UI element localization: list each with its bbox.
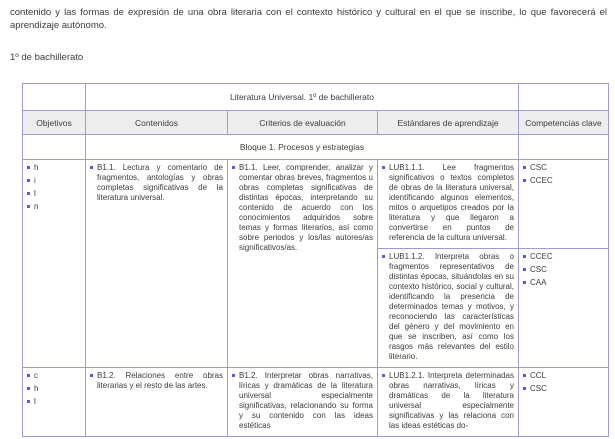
bullet-icon <box>90 166 93 169</box>
bullet-icon <box>90 374 93 377</box>
competencia-label: CSC <box>530 163 547 172</box>
competencia-label: CSC <box>530 265 547 274</box>
competencias-cell <box>519 160 609 249</box>
bullet-icon <box>523 166 526 169</box>
competencia-label: CCEC <box>530 176 553 185</box>
objetivo-letter: l <box>34 189 36 198</box>
list-item <box>232 371 373 431</box>
estandar-text: LUB1.1.1. Lee fragmentos significativos o textos completos de obras de la literatura universal, identificando algunos elementos, mitos o arquetipos creados por la literatura y que llegaron a convertirse en puntos de referencia de la cultura universal. <box>389 163 514 242</box>
bullet-icon <box>27 400 30 403</box>
competencia-label: CAA <box>530 278 547 287</box>
bullet-icon <box>232 166 235 169</box>
list-item <box>27 397 81 407</box>
column-header-competencias: Competencias clave <box>519 111 609 135</box>
bullet-icon <box>382 255 385 258</box>
list-item <box>523 176 604 186</box>
contenidos-cell <box>86 368 228 437</box>
list-item <box>523 252 604 262</box>
competencias-list <box>523 252 604 288</box>
empty-cell <box>23 84 86 111</box>
bullet-icon <box>27 179 30 182</box>
objetivos-list <box>27 163 81 212</box>
criterio-text: B1.1. Leer, comprender, analizar y comentar obras breves, fragmentos u obras completas significativas de distintas épocas, interpretando su contenido de acuerdo con los conocimientos adquiridos sobre temas y formas literarios, así como sobre periodos y los/las autores/as significativos/as. <box>239 163 373 252</box>
objetivo-letter: n <box>34 202 39 211</box>
list-item <box>27 384 81 394</box>
intro-paragraph: contenido y las formas de expresión de una obra literaria con el contexto histórico y cultural en el que se inscribe, lo que favorecerá el aprendizaje autónomo. <box>10 7 607 31</box>
list-item <box>382 163 514 243</box>
list-item <box>382 371 514 431</box>
objetivo-letter: l <box>34 397 36 406</box>
estandar-text: LUB1.2.1. Interpreta determinadas obras narrativas, líricas y dramáticas de la literatura universal especialmente significativas y las relaciona con las ideas estéticas do- <box>389 371 514 430</box>
list-item <box>523 163 604 173</box>
bullet-icon <box>27 205 30 208</box>
bullet-icon <box>523 387 526 390</box>
block-title: Bloque 1. Procesos y estrategias <box>86 135 519 160</box>
list-item <box>27 371 81 381</box>
objetivos-cell <box>23 368 86 437</box>
curriculum-table <box>22 83 609 437</box>
competencias-cell <box>519 249 609 368</box>
list-item <box>90 371 223 391</box>
contenido-text: B1.1. Lectura y comentario de fragmentos, antologías y obras completas significativas de la literatura universal. <box>97 163 223 202</box>
list-item <box>523 265 604 275</box>
objetivos-cell <box>23 160 86 368</box>
bullet-icon <box>382 374 385 377</box>
empty-cell <box>23 135 86 160</box>
list-item <box>523 278 604 288</box>
block-title-row <box>23 135 609 160</box>
empty-cell <box>519 135 609 160</box>
objetivo-letter: i <box>34 176 36 185</box>
competencias-list <box>523 371 604 394</box>
column-header-criterios: Criterios de evaluación <box>228 111 378 135</box>
bullet-icon <box>27 374 30 377</box>
bullet-icon <box>523 179 526 182</box>
bullet-icon <box>27 387 30 390</box>
column-header-contenidos: Contenidos <box>86 111 228 135</box>
competencias-cell <box>519 368 609 437</box>
estandar-cell <box>378 160 519 249</box>
list-item <box>27 189 81 199</box>
empty-cell <box>519 84 609 111</box>
table-header-row <box>23 111 609 135</box>
estandar-cell <box>378 368 519 437</box>
competencia-label: CCEC <box>530 252 553 261</box>
list-item <box>90 163 223 203</box>
objetivo-letter: c <box>34 371 38 380</box>
column-header-objetivos: Objetivos <box>23 111 86 135</box>
competencias-list <box>523 163 604 186</box>
column-header-estandares: Estándares de aprendizaje <box>378 111 519 135</box>
section-label: 1º de bachillerato <box>10 52 84 63</box>
bullet-icon <box>232 374 235 377</box>
criterios-cell <box>228 160 378 368</box>
table-title: Literatura Universal. 1º de bachillerato <box>86 84 519 111</box>
bullet-icon <box>523 268 526 271</box>
competencia-label: CSC <box>530 384 547 393</box>
objetivo-letter: h <box>34 384 39 393</box>
estandar-text: LUB1.1.2. Interpreta obras o fragmentos representativos de distintas épocas, situándolas en su contexto histórico, social y cultural, identificando la presencia de determinados temas y motivos, y reconociendo las características del género y del movimiento en que se inscriben, así como los rasgos más relevantes del estilo literario. <box>389 252 514 361</box>
table-title-row <box>23 84 609 111</box>
list-item <box>523 371 604 381</box>
bullet-icon <box>523 255 526 258</box>
list-item <box>382 252 514 362</box>
contenido-text: B1.2. Relaciones entre obras literarias y el resto de las artes. <box>97 371 223 390</box>
bullet-icon <box>27 166 30 169</box>
bullet-icon <box>382 166 385 169</box>
bullet-icon <box>523 374 526 377</box>
bullet-icon <box>27 192 30 195</box>
criterios-cell <box>228 368 378 437</box>
table-row <box>23 160 609 249</box>
list-item <box>27 163 81 173</box>
list-item <box>523 384 604 394</box>
bullet-icon <box>523 281 526 284</box>
objetivo-letter: h <box>34 163 39 172</box>
list-item <box>27 202 81 212</box>
objetivos-list <box>27 371 81 407</box>
contenidos-cell <box>86 160 228 368</box>
table-row <box>23 368 609 437</box>
list-item <box>232 163 373 253</box>
criterio-text: B1.2. Interpretar obras narrativas, líricas y dramáticas de la literatura universal especialmente significativas, relacionando su forma y su contenido con las ideas estéticas <box>239 371 373 430</box>
estandar-cell <box>378 249 519 368</box>
competencia-label: CCL <box>530 371 547 380</box>
list-item <box>27 176 81 186</box>
